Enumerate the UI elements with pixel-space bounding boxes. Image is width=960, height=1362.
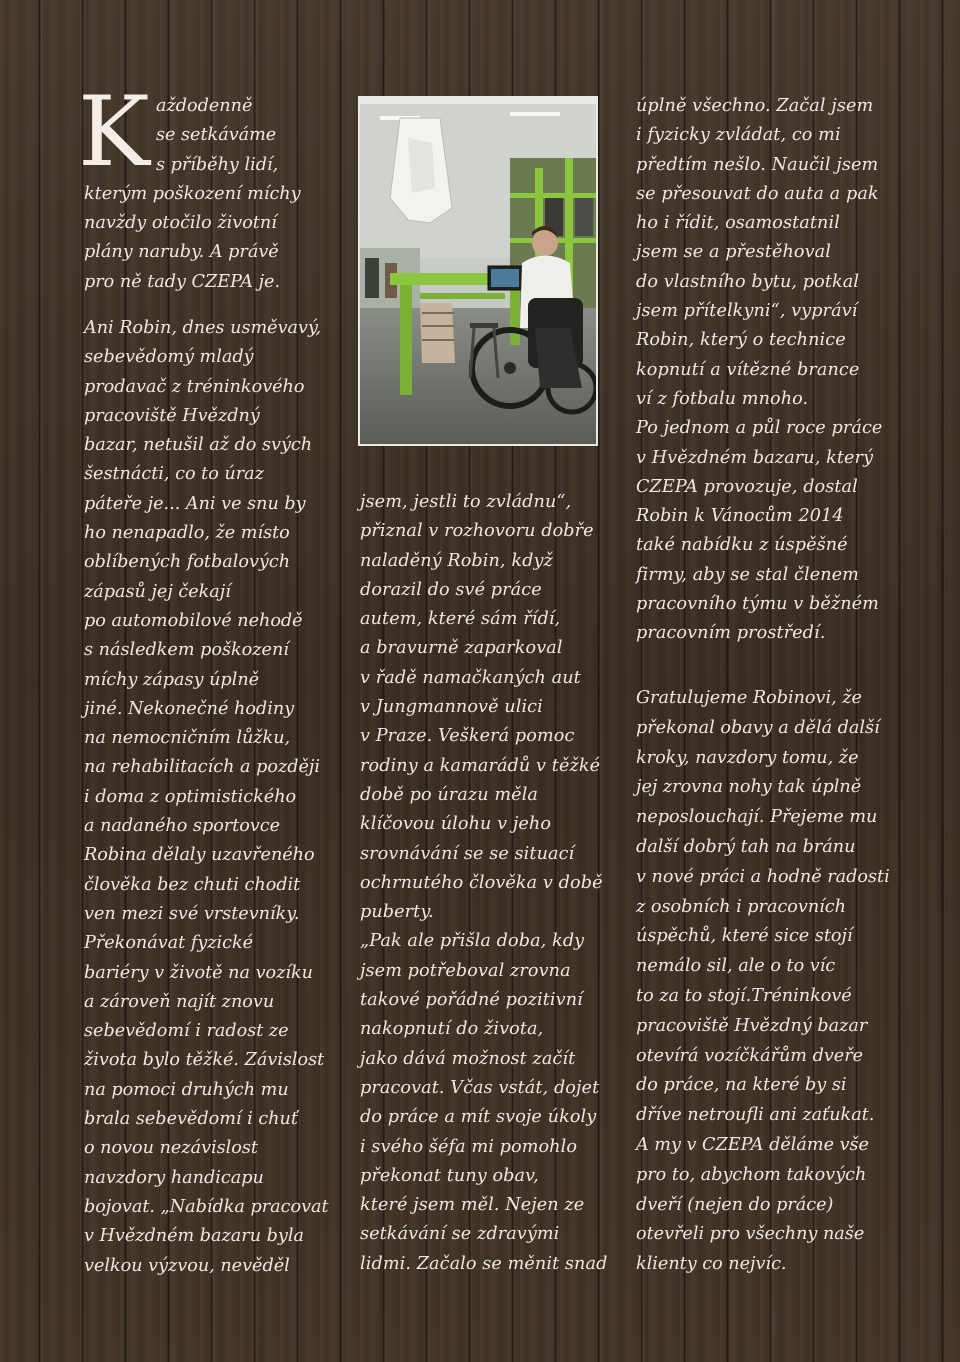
lead-line: aždodenně <box>156 96 253 116</box>
column3-closing-paragraph: Gratulujeme Robinovi, že překonal obavy a dělá další kroky, navzdory tomu, že jej zrovna nohy tak úplně neposlouchají. Přejeme mu další dobrý tah na bránu v nové práci a hodně radosti z osobních i pracovních úspěchů, které sice stojí nemálo sil, ale o to víc to za to stojí.Tréninkové pracoviště Hvězdný bazar otevírá vozíčkářům dveře do práce, na které by si dříve netroufli ani zaťukat. A my v CZEPA děláme vše pro to, abychom takových dveří (nejen do práce) otevřeli pro všechny naše klienty co nejvíc. <box>636 688 890 1275</box>
lead-text: kterým poškození míchy navždy otočilo životní plány naruby. A právě pro ně tady CZEPA je. <box>84 183 301 292</box>
column1-paragraph: Ani Robin, dnes usměvavý, sebevědomý mladý prodavač z tréninkového pracoviště Hvězdný bazar, netušil až do svých šestnácti, co to úraz páteře je... Ani ve snu by ho nenapadlo, že místo oblíbených fotbalových zápasů jej čekají po automobilové nehodě s následkem poškození míchy zápasy úplně jiné. Nekonečné hodiny na nemocničním lůžku, na rehabilitacích a později i doma z optimistického a nadaného sportovce Robina dělaly uzavřeného člověka bez chuti chodit ven mezi své vrstevníky. Překonávat fyzické bariéry v životě na vozíku a zároveň najít znovu sebevědomí i radost ze života bylo těžké. Závislost na pomoci druhých mu brala sebevědomí i chuť o novou nezávislost navzdory handicapu bojovat. „Nabídka pracovat v Hvězdném bazaru byla velkou výzvou, nevěděl <box>84 318 329 1276</box>
article-photo <box>358 96 598 446</box>
column2-paragraph: jsem, jestli to zvládnu“, přiznal v rozhovoru dobře naladěný Robin, když dorazil do své práce autem, které sám řídí, a bravurně zaparkoval v řadě namačkaných aut v Jungmannově ulici v Praze. Veškerá pomoc rodiny a kamarádů v těžké době po úrazu měla klíčovou úlohu v jeho srovnávání se se situací ochrnutého člověka v době puberty. „Pak ale přišla doba, kdy jsem potřeboval zrovna takové pořádné pozitivní nakopnutí do života, jako dává možnost začít pracovat. Včas vstát, dojet do práce a mít svoje úkoly i svého šéfa mi pomohlo překonat tuny obav, které jsem měl. Nejen ze setkávání se zdravými lidmi. Začalo se měnit snad <box>360 492 608 1274</box>
lead-paragraph <box>84 92 334 297</box>
photo-wheelchair-shop <box>360 98 596 444</box>
column3-paragraph: úplně všechno. Začal jsem i fyzicky zvládat, co mi předtím nešlo. Naučil jsem se přesouvat do auta a pak ho i řídit, osamostatnil jsem se a přestěhoval do vlastního bytu, potkal jsem přítelkyni“, vypráví Robin, který o technice kopnutí a vítězné brance ví z fotbalu mnoho. Po jednom a půl roce práce v Hvězdném bazaru, který CZEPA provozuje, dostal Robin k Vánocům 2014 také nabídku z úspěšné firmy, aby se stal členem pracovního týmu v běžném pracovním prostředí. <box>636 96 883 644</box>
lead-line: se setkáváme <box>156 125 277 146</box>
lead-line: s příběhy lidí, <box>156 154 279 175</box>
dropcap-letter: K <box>78 76 150 188</box>
